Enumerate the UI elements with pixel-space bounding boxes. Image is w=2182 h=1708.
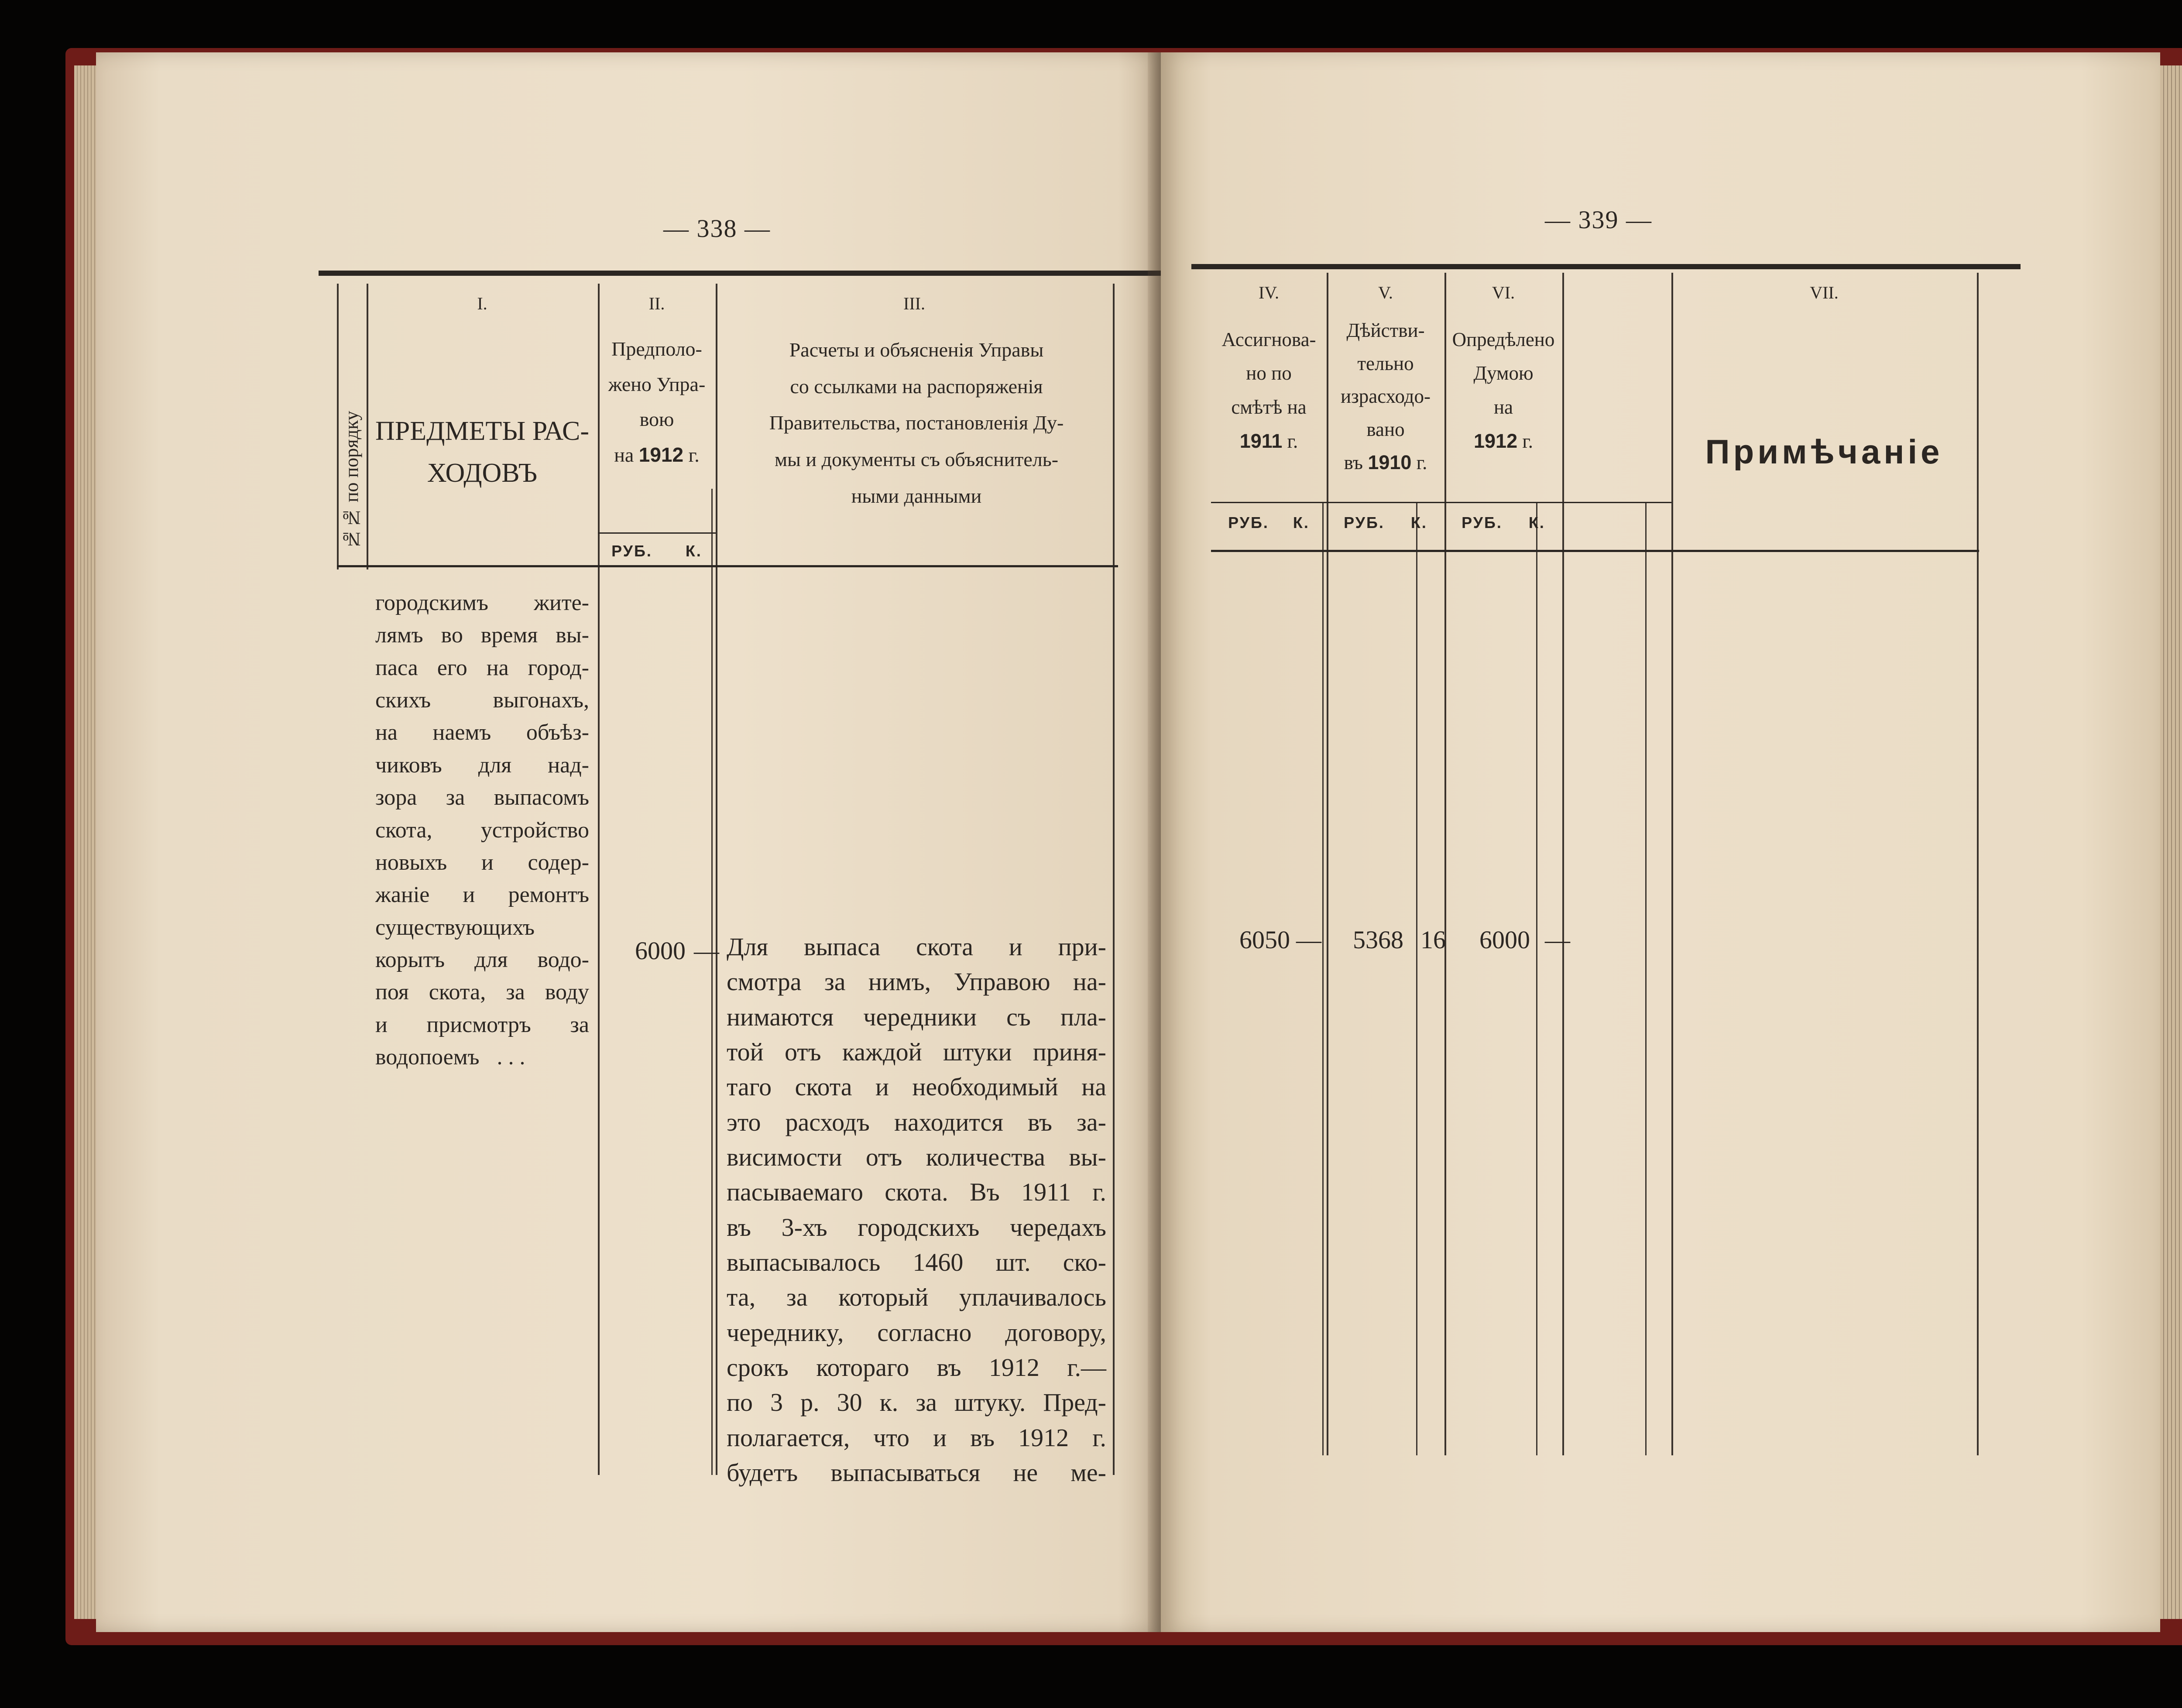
explanation-line: таго скота и необходимый на [727, 1073, 1106, 1101]
item-line: зора за выпасомъ [375, 785, 589, 810]
right-page [1161, 52, 2160, 1632]
item-line: скота, устройство [375, 817, 589, 843]
col5-header-prefix: въ [1344, 452, 1368, 474]
col6-header-line: Опредѣлено [1452, 329, 1555, 350]
col-rule [1977, 273, 1979, 1455]
explanation-line: той отъ каждой штуки приня- [727, 1037, 1106, 1066]
col2-header-year-number: 1912 [638, 443, 684, 466]
item-line: жаніе и ремонтъ [375, 882, 589, 908]
col4-header-line: Ассигнова- [1221, 329, 1316, 350]
item-line: скихъ выгонахъ, [375, 688, 589, 713]
col5-header-line: тельно [1357, 352, 1414, 374]
col4-header [1211, 323, 1327, 459]
col2-header [598, 332, 716, 473]
col5-header-year-number: 1910 [1368, 451, 1412, 474]
explanation-line: полагается, что и въ 1912 г. [727, 1423, 1106, 1452]
col3-header [724, 332, 1108, 514]
page-number: — 339 — [1545, 206, 1652, 234]
spent-1910-rub: 5368 [1353, 926, 1403, 954]
unit-k: К. [1293, 514, 1310, 532]
col2-header-line: жено Упра- [608, 373, 706, 395]
header-bottom-rule [1211, 550, 1979, 552]
unit-k: К. [1410, 514, 1427, 532]
notes-title: Примѣчаніе [1705, 432, 1943, 471]
header-bottom-rule [337, 565, 1118, 567]
col-rule [337, 284, 339, 569]
col-rule [1113, 284, 1115, 1475]
item-line: городскимъ жите- [375, 590, 589, 615]
row-number-header: №№ по порядку [341, 411, 362, 550]
col3-header-line: мы и документы съ объяснитель- [774, 448, 1059, 471]
col6-header-year-number: 1912 [1474, 430, 1518, 453]
explanation-line: та, за который уплачивалось [727, 1283, 1106, 1312]
col6-numeral: VI. [1492, 283, 1515, 302]
col1-header [367, 410, 598, 494]
explanation-line: это расходъ находится въ за- [727, 1108, 1106, 1136]
col-rule [1416, 502, 1417, 1455]
col6-header-line: на [1493, 396, 1513, 418]
col3-header-line: ными данными [851, 484, 982, 507]
col2-header-suffix: г. [683, 443, 700, 466]
spent-1910-k: 16 [1420, 926, 1446, 954]
item-line: корытъ для водо- [375, 947, 589, 972]
col1-numeral: I. [477, 294, 487, 313]
item-line: и присмотръ за [375, 1012, 589, 1037]
item-description [375, 587, 589, 1074]
explanation-line: висимости отъ количества вы- [727, 1142, 1106, 1171]
col6-header-year [1444, 424, 1562, 458]
col4-header-suffix: г. [1282, 430, 1298, 453]
col5-numeral: V. [1378, 283, 1393, 302]
left-page [96, 52, 1161, 1632]
col4-header-year [1211, 424, 1327, 458]
col6-header-line: Думою [1473, 362, 1534, 384]
explanation-line: по 3 р. 30 к. за штуку. Пред- [727, 1388, 1106, 1417]
unit-rub: РУБ. [1462, 514, 1503, 532]
planned-1912-k: — [694, 936, 719, 965]
item-line: на наемъ объѣз- [375, 720, 589, 745]
explanation-line: чередникy, согласно договору, [727, 1318, 1106, 1347]
col3-numeral: III. [903, 294, 925, 313]
approved-1912-k: — [1545, 926, 1570, 954]
explanation-line: выпасывалось 1460 шт. ско- [727, 1248, 1106, 1276]
assigned-1911-rub: 6050 [1239, 926, 1290, 954]
planned-1912-rub: 6000 [635, 936, 686, 965]
col3-header-line: Правительства, постановленія Ду- [769, 412, 1064, 434]
col2-header-line: Предполо- [611, 338, 702, 360]
col5-header-year [1327, 446, 1444, 480]
explanation-text [727, 929, 1106, 1490]
col5-header-line: вано [1366, 418, 1405, 440]
col4-header-line: но по [1246, 362, 1292, 384]
col-rule [716, 284, 717, 1475]
units-rule [598, 532, 716, 534]
explanation-line: срокъ котораго въ 1912 г.— [727, 1353, 1106, 1382]
unit-rub: РУБ. [1228, 514, 1269, 532]
table-top-rule [1191, 264, 2021, 269]
explanation-line: нимаются чередники съ пла- [727, 1002, 1106, 1031]
unit-k: К. [685, 542, 702, 560]
units-rule [1211, 502, 1671, 503]
item-line: паса его на город- [375, 655, 589, 680]
page-number: — 338 — [663, 214, 771, 243]
col-rule [1322, 502, 1324, 1455]
item-line: чиковъ для над- [375, 752, 589, 778]
explanation-line: пасываемаго скота. Въ 1911 г. [727, 1178, 1106, 1207]
col1-header-line: ПРЕДМЕТЫ РАС- [375, 416, 590, 446]
col-rule [711, 489, 713, 1475]
item-line: лямъ во время вы- [375, 623, 589, 648]
explanation-line: смотра за нимъ, Управою на- [727, 967, 1106, 996]
col2-header-year [598, 437, 716, 473]
col4-units [1211, 511, 1327, 535]
col5-header [1327, 314, 1444, 480]
table-top-rule [319, 271, 1161, 276]
col4-header-line: смѣтѣ на [1231, 396, 1307, 418]
col-rule [1536, 502, 1537, 1455]
page-edges-right [2160, 65, 2182, 1619]
item-leader-dots: . . . [497, 1045, 525, 1070]
unit-rub: РУБ. [611, 542, 652, 560]
col3-header-line: Расчеты и объясненія Управы [789, 339, 1044, 361]
col5-units [1327, 511, 1444, 535]
item-line [375, 1041, 589, 1074]
col5-header-suffix: г. [1411, 452, 1427, 474]
assigned-1911-k: — [1296, 926, 1321, 954]
col2-numeral: II. [648, 294, 665, 313]
unit-k: К. [1528, 514, 1545, 532]
unit-rub: РУБ. [1344, 514, 1385, 532]
col4-header-year-number: 1911 [1239, 430, 1283, 453]
col1-header-line: ХОДОВЪ [427, 458, 538, 488]
item-line: существующихъ [375, 915, 535, 940]
col5-header-line: израсходо- [1340, 385, 1431, 408]
col6-header-suffix: г. [1517, 430, 1533, 453]
col5-header-line: Дѣйстви- [1346, 319, 1425, 341]
item-line: поя скота, за воду [375, 980, 589, 1005]
col3-header-line: со ссылками на распоряженія [790, 375, 1043, 398]
approved-1912-rub: 6000 [1479, 926, 1530, 954]
col2-units [602, 539, 711, 563]
col2-header-prefix: на [614, 443, 639, 466]
item-line: новыхъ и содер- [375, 850, 589, 875]
col7-numeral: VII. [1810, 283, 1839, 302]
col-rule [1562, 273, 1564, 1455]
col2-header-line: вою [639, 408, 674, 430]
explanation-line: будетъ выпасываться не ме- [727, 1458, 1106, 1487]
col6-units [1444, 511, 1562, 535]
col6-header [1444, 323, 1562, 459]
item-last-line: водопоемъ [375, 1045, 480, 1070]
col-rule [1645, 502, 1647, 1455]
explanation-line: въ 3-хъ городскихъ чередахъ [727, 1213, 1106, 1242]
col4-numeral: IV. [1258, 283, 1280, 302]
explanation-line: Для выпаса скота и при- [727, 933, 1106, 961]
